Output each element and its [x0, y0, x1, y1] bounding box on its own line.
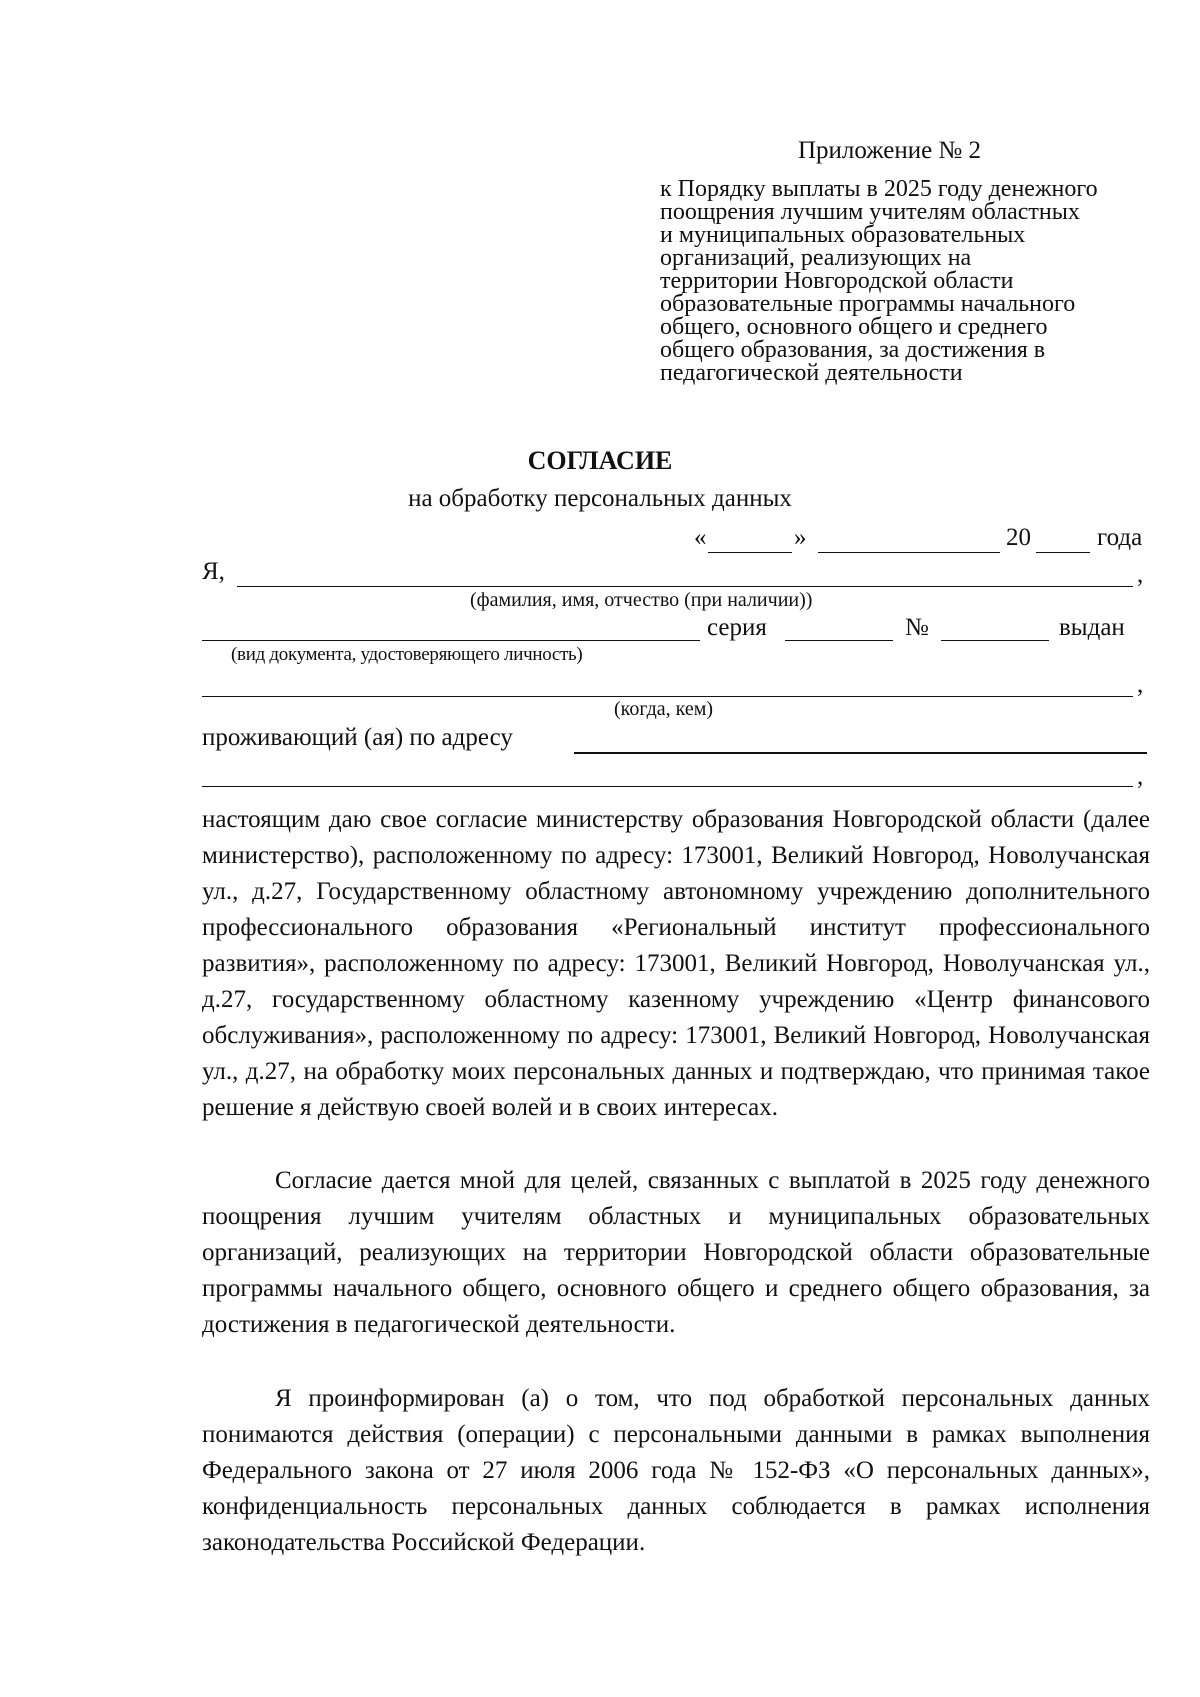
paragraph-text: настоящим даю свое согласие министерству образования Новгородской области (далее министерство), расположенному по адресу: 173001, Великий Новгород, Новолучанская ул., д.27, Государственному областному автономному учреждению дополнительного профессионального образования «Региональный институт профессионального развития», расположенному по адресу: 173001, Великий Новгород, Новолучанская ул., д.27, государственному областному казенному учреждению «Центр финансового обслуживания», расположенному по адресу: 173001, Великий Новгород, Новолучанская ул., д.27, на обработку моих персональных данных и подтверждаю, что принимая такое решение я действую своей волей и в своих интересах. — [202, 806, 1150, 1121]
document-type-caption: (вид документа, удостоверяющего личность) — [231, 644, 583, 665]
information-paragraph — [202, 1381, 1150, 1561]
purpose-paragraph — [202, 1163, 1150, 1343]
appendix-line: поощрения лучшим учителям областных — [660, 199, 1080, 225]
issued-comma: , — [1137, 671, 1144, 698]
year-field[interactable] — [1036, 552, 1090, 553]
appendix-line: к Порядку выплаты в 2025 году денежного — [660, 176, 1098, 202]
appendix-line: образовательные программы начального — [660, 291, 1076, 317]
issued-caption: (когда, кем) — [614, 698, 714, 720]
appendix-line: общего образования, за достижения в — [660, 337, 1046, 363]
document-title: СОГЛАСИЕ — [527, 446, 673, 475]
paragraph-text: Я проинформирован (а) о том, что под обработкой персональных данных понимаются действия (операции) с персональными данными в рамках выполнения Федерального закона от 27 июля 2006 года № 152-ФЗ «О персональных данных», конфиденциальность персональных данных соблюдается в рамках исполнения законодательства Российской Федерации. — [202, 1385, 1150, 1556]
appendix-line: и муниципальных образовательных — [660, 222, 1026, 248]
address-comma: , — [1137, 763, 1144, 790]
appendix-line: организаций, реализующих на — [660, 245, 972, 271]
appendix-title: Приложение № 2 — [798, 137, 982, 164]
full-name-caption: (фамилия, имя, отчество (при наличии)) — [470, 589, 813, 611]
name-comma: , — [1137, 561, 1144, 588]
month-field[interactable] — [818, 552, 1000, 553]
name-prefix: Я, — [202, 558, 225, 585]
appendix-line: педагогической деятельности — [660, 360, 963, 386]
address-field[interactable] — [574, 752, 1147, 754]
document-subtitle: на обработку персональных данных — [408, 485, 792, 512]
number-field[interactable] — [941, 640, 1049, 641]
date-close-quote: » — [794, 524, 807, 551]
appendix-description — [660, 178, 1140, 385]
year-prefix: 20 — [1006, 524, 1031, 551]
address-field-line-2[interactable] — [202, 786, 1133, 787]
issued-label: выдан — [1059, 614, 1125, 641]
consent-paragraph — [202, 802, 1150, 1126]
full-name-field[interactable] — [237, 586, 1133, 587]
appendix-line: общего, основного общего и среднего — [660, 314, 1048, 340]
day-field[interactable] — [708, 552, 792, 553]
number-label: № — [905, 614, 929, 641]
appendix-line: территории Новгородской области — [660, 268, 1014, 294]
date-open-quote: « — [694, 524, 707, 551]
series-label: серия — [707, 614, 767, 641]
paragraph-text: Согласие дается мной для целей, связанных с выплатой в 2025 году денежного поощрения лучшим учителям областных и муниципальных образовательных организаций, реализующих на территории Новгородской области образовательные программы начального общего, основного общего и среднего общего образования, за достижения в педагогической деятельности. — [202, 1167, 1150, 1338]
year-suffix: года — [1097, 524, 1143, 551]
address-label: проживающий (ая) по адресу — [202, 724, 513, 751]
series-field[interactable] — [785, 640, 893, 641]
document-type-field[interactable] — [202, 640, 700, 641]
